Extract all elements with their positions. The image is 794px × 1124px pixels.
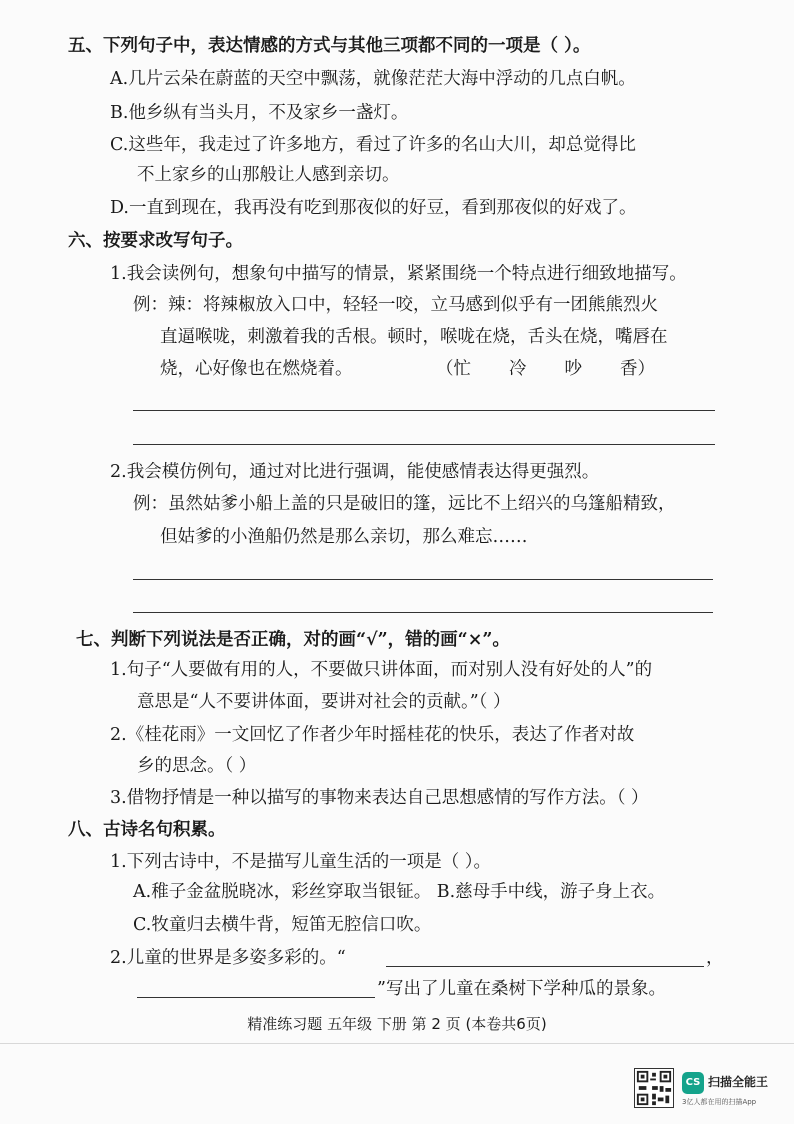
s7-q1-line2: 意思是“人不要讲体面，要讲对社会的贡献。”（ ） [137,692,511,712]
s5-option-c-line1: C.这些年，我走过了许多地方，看过了许多的名山大川，却总觉得比 [110,135,636,155]
camscanner-logo-icon: CS [682,1072,704,1094]
s8-q2-blank-1[interactable] [386,966,704,967]
qr-code-icon [634,1068,674,1108]
s5-option-b: B.他乡纵有当头月，不及家乡一盏灯。 [110,103,409,123]
s8-q2-blank-2[interactable] [137,997,375,998]
s6-q2-answer-line-1[interactable] [133,579,713,580]
s6-q1-example-line2: 直逼喉咙，刺激着我的舌根。顿时，喉咙在烧，舌头在烧，嘴唇在 [160,327,668,347]
option-word: 香） [620,359,655,379]
footer-divider [0,1043,794,1044]
s8-q1-options-ab: A.稚子金盆脱晓冰，彩丝穿取当银钲。 B.慈母手中线，游子身上衣。 [133,882,666,902]
s5-option-d: D.一直到现在，我再没有吃到那夜似的好豆，看到那夜似的好戏了。 [110,198,637,218]
s6-q2-example-line2: 但姑爹的小渔船仍然是那么亲切，那么难忘…… [160,527,528,547]
scanner-app-name: 扫描全能王 [708,1075,769,1089]
s6-q1-answer-line-2[interactable] [133,444,715,445]
section-5-title: 五、下列句子中，表达情感的方式与其他三项都不同的一项是（ ）。 [68,36,591,56]
s7-question-3: 3.借物抒情是一种以描写的事物来表达自己思想感情的写作方法。（ ） [110,788,649,808]
s8-q2-comma: ， [706,948,724,968]
page-footer: 精准练习题 五年级 下册 第 2 页 (本卷共6页) [247,1015,547,1033]
s6-q1-example-line1: 例：辣：将辣椒放入口中，轻轻一咬，立马感到似乎有一团熊熊烈火 [133,295,658,315]
s8-q1-option-c: C.牧童归去横牛背，短笛无腔信口吹。 [133,915,432,935]
section-8-title: 八、古诗名句积累。 [68,820,226,840]
section-7-title: 七、判断下列说法是否正确，对的画“√”，错的画“×”。 [76,630,510,650]
option-word: （忙 [436,359,471,379]
s8-q2-text-end: ”写出了儿童在桑树下学种瓜的景象。 [377,979,666,999]
s6-question-2: 2.我会模仿例句，通过对比进行强调，能使感情表达得更强烈。 [110,462,600,482]
s7-q2-line1: 2.《桂花雨》一文回忆了作者少年时摇桂花的快乐，表达了作者对故 [110,725,635,745]
section-6-title: 六、按要求改写句子。 [68,231,243,251]
option-word: 冷 [509,359,527,379]
s7-q2-line2: 乡的思念。（ ） [137,756,257,776]
s8-q2-text-start: 2.儿童的世界是多姿多彩的。“ [110,948,346,968]
s6-q1-answer-line-1[interactable] [133,410,715,411]
s5-option-a: A.几片云朵在蔚蓝的天空中飘荡，就像茫茫大海中浮动的几点白帆。 [110,69,636,89]
scanner-tagline: 3亿人都在用的扫描App [682,1098,757,1106]
s6-q1-example-line3: 烧，心好像也在燃烧着。 [160,359,353,379]
scanner-watermark [634,1068,784,1114]
s6-question-1: 1.我会读例句，想象句中描写的情景，紧紧围绕一个特点进行细致地描写。 [110,264,687,284]
option-word: 吵 [564,359,582,379]
s6-q2-answer-line-2[interactable] [133,612,713,613]
s5-option-c-line2: 不上家乡的山那般让人感到亲切。 [137,165,400,185]
s7-q1-line1: 1.句子“人要做有用的人，不要做只讲体面，而对别人没有好处的人”的 [110,660,653,680]
s6-q1-options [436,357,655,381]
s6-q2-example-line1: 例：虽然姑爹小船上盖的只是破旧的篷，远比不上绍兴的乌篷船精致， [133,494,676,514]
s8-question-1: 1.下列古诗中，不是描写儿童生活的一项是（ ）。 [110,852,492,872]
